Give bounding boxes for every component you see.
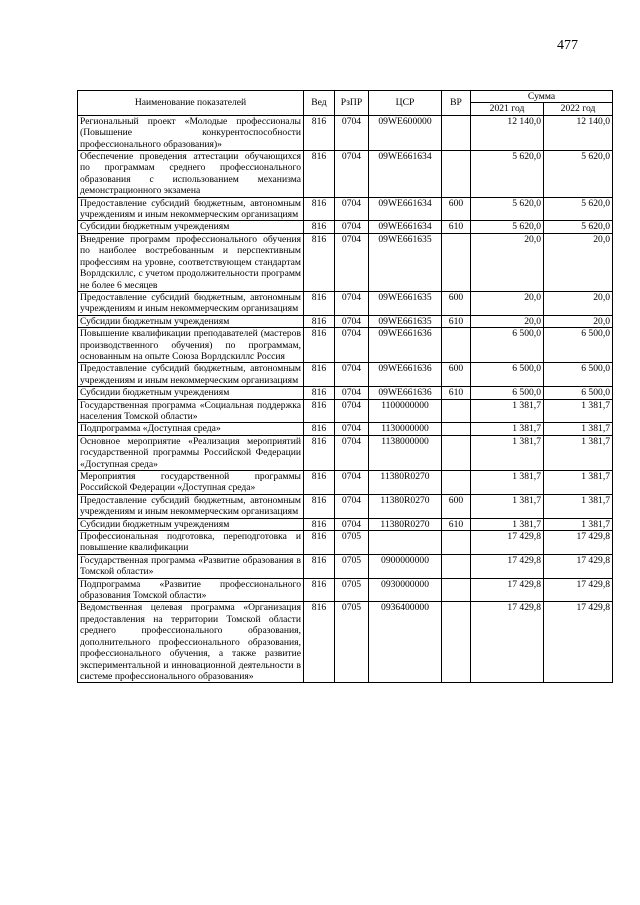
table-row <box>78 315 613 327</box>
cell-rzpr: 0704 <box>335 315 369 327</box>
cell-ved: 816 <box>304 233 335 291</box>
cell-name: Обеспечение проведения аттестации обучающихся по программам среднего профессионального образования с использованием механизма демонстрационного экзамена <box>78 151 304 198</box>
cell-sum-2022: 17 429,8 <box>544 531 613 555</box>
cell-vr <box>442 233 471 291</box>
cell-vr <box>442 151 471 198</box>
cell-rzpr: 0704 <box>335 151 369 198</box>
header-vr: ВР <box>442 91 471 116</box>
cell-sum-2021: 6 500,0 <box>471 387 544 399</box>
cell-rzpr: 0704 <box>335 233 369 291</box>
header-row <box>78 91 613 103</box>
cell-vr <box>442 554 471 578</box>
header-ved: Вед <box>304 91 335 116</box>
cell-csr: 0930000000 <box>369 578 442 602</box>
header-year-2021: 2021 год <box>471 103 544 115</box>
table-row <box>78 363 613 387</box>
cell-ved: 816 <box>304 554 335 578</box>
cell-sum-2021: 1 381,7 <box>471 399 544 423</box>
cell-csr: 1130000000 <box>369 423 442 435</box>
cell-vr <box>442 471 471 495</box>
cell-name: Субсидии бюджетным учреждениям <box>78 518 304 530</box>
cell-ved: 816 <box>304 291 335 315</box>
cell-sum-2021: 1 381,7 <box>471 494 544 518</box>
cell-ved: 816 <box>304 328 335 363</box>
cell-vr <box>442 423 471 435</box>
cell-csr: 11380R0270 <box>369 494 442 518</box>
cell-vr: 600 <box>442 363 471 387</box>
cell-sum-2021: 17 429,8 <box>471 531 544 555</box>
cell-rzpr: 0704 <box>335 328 369 363</box>
cell-sum-2022: 5 620,0 <box>544 221 613 233</box>
cell-name: Предоставление субсидий бюджетным, автономным учреждениям и иным некоммерческим организациям <box>78 291 304 315</box>
cell-sum-2022: 17 429,8 <box>544 578 613 602</box>
cell-csr: 11380R0270 <box>369 471 442 495</box>
cell-name: Внедрение программ профессионального обучения по наиболее востребованным и перспективным профессиям на уровне, соответствующем стандартам Ворлдскиллс, с учетом продолжительности программ не более 6 месяцев <box>78 233 304 291</box>
cell-rzpr: 0704 <box>335 423 369 435</box>
cell-ved: 816 <box>304 399 335 423</box>
cell-csr: 09WE661634 <box>369 151 442 198</box>
cell-csr: 0900000000 <box>369 554 442 578</box>
cell-ved: 816 <box>304 602 335 683</box>
cell-sum-2022: 5 620,0 <box>544 151 613 198</box>
cell-vr: 610 <box>442 315 471 327</box>
cell-name: Ведомственная целевая программа «Организация предоставления на территории Томской области среднего профессионального образования, дополнительного профессионального образования, профессионального обучения, а также развитие экспериментальной и инновационной деятельности в системе профессионального образования» <box>78 602 304 683</box>
cell-sum-2022: 20,0 <box>544 291 613 315</box>
cell-sum-2022: 6 500,0 <box>544 328 613 363</box>
cell-sum-2022: 1 381,7 <box>544 423 613 435</box>
cell-sum-2022: 1 381,7 <box>544 494 613 518</box>
cell-ved: 816 <box>304 315 335 327</box>
cell-vr <box>442 602 471 683</box>
table-row <box>78 435 613 470</box>
cell-sum-2021: 17 429,8 <box>471 578 544 602</box>
cell-name: Субсидии бюджетным учреждениям <box>78 221 304 233</box>
cell-csr: 1138000000 <box>369 435 442 470</box>
cell-sum-2021: 17 429,8 <box>471 602 544 683</box>
cell-csr: 09WE661635 <box>369 233 442 291</box>
cell-sum-2021: 20,0 <box>471 233 544 291</box>
table-row <box>78 531 613 555</box>
cell-csr: 09WE661634 <box>369 197 442 221</box>
cell-rzpr: 0704 <box>335 115 369 150</box>
cell-vr: 600 <box>442 291 471 315</box>
cell-sum-2022: 17 429,8 <box>544 602 613 683</box>
cell-rzpr: 0704 <box>335 494 369 518</box>
cell-ved: 816 <box>304 518 335 530</box>
cell-name: Государственная программа «Социальная поддержка населения Томской области» <box>78 399 304 423</box>
header-name: Наименование показателей <box>78 91 304 116</box>
cell-name: Повышение квалификации преподавателей (мастеров производственного обучения) по программам, основанным на опыте Союза Ворлдскиллс Россия <box>78 328 304 363</box>
table-row <box>78 578 613 602</box>
cell-vr: 600 <box>442 494 471 518</box>
cell-vr: 610 <box>442 387 471 399</box>
cell-sum-2022: 12 140,0 <box>544 115 613 150</box>
cell-sum-2021: 12 140,0 <box>471 115 544 150</box>
cell-csr: 09WE661636 <box>369 363 442 387</box>
cell-vr <box>442 578 471 602</box>
cell-sum-2021: 5 620,0 <box>471 197 544 221</box>
cell-ved: 816 <box>304 578 335 602</box>
cell-name: Субсидии бюджетным учреждениям <box>78 315 304 327</box>
cell-name: Субсидии бюджетным учреждениям <box>78 387 304 399</box>
cell-vr <box>442 328 471 363</box>
header-rzpr: РзПР <box>335 91 369 116</box>
cell-sum-2022: 6 500,0 <box>544 387 613 399</box>
cell-sum-2021: 5 620,0 <box>471 151 544 198</box>
cell-rzpr: 0704 <box>335 518 369 530</box>
cell-sum-2021: 20,0 <box>471 291 544 315</box>
table-row <box>78 387 613 399</box>
table-row <box>78 151 613 198</box>
cell-rzpr: 0705 <box>335 531 369 555</box>
cell-sum-2021: 6 500,0 <box>471 328 544 363</box>
cell-rzpr: 0705 <box>335 602 369 683</box>
cell-ved: 816 <box>304 115 335 150</box>
cell-name: Предоставление субсидий бюджетным, автономным учреждениям и иным некоммерческим организациям <box>78 363 304 387</box>
cell-ved: 816 <box>304 435 335 470</box>
cell-csr: 09WE661635 <box>369 291 442 315</box>
cell-ved: 816 <box>304 494 335 518</box>
cell-name: Мероприятия государственной программы Российской Федерации «Доступная среда» <box>78 471 304 495</box>
cell-sum-2022: 6 500,0 <box>544 363 613 387</box>
cell-vr <box>442 435 471 470</box>
table-row <box>78 494 613 518</box>
header-sum: Сумма <box>471 91 613 103</box>
cell-sum-2021: 17 429,8 <box>471 554 544 578</box>
cell-vr <box>442 115 471 150</box>
cell-rzpr: 0704 <box>335 363 369 387</box>
cell-ved: 816 <box>304 221 335 233</box>
cell-sum-2022: 1 381,7 <box>544 435 613 470</box>
cell-vr <box>442 531 471 555</box>
cell-ved: 816 <box>304 363 335 387</box>
cell-ved: 816 <box>304 531 335 555</box>
cell-rzpr: 0705 <box>335 554 369 578</box>
cell-rzpr: 0704 <box>335 221 369 233</box>
cell-name: Предоставление субсидий бюджетным, автономным учреждениям и иным некоммерческим организациям <box>78 494 304 518</box>
table-row <box>78 115 613 150</box>
cell-rzpr: 0704 <box>335 197 369 221</box>
table-body <box>78 115 613 683</box>
table-row <box>78 423 613 435</box>
cell-sum-2021: 1 381,7 <box>471 518 544 530</box>
cell-sum-2022: 1 381,7 <box>544 399 613 423</box>
cell-name: Профессиональная подготовка, переподготовка и повышение квалификации <box>78 531 304 555</box>
cell-csr: 09WE600000 <box>369 115 442 150</box>
cell-name: Региональный проект «Молодые профессионалы (Повышение конкурентоспособности профессионального образования)» <box>78 115 304 150</box>
cell-sum-2022: 20,0 <box>544 315 613 327</box>
cell-sum-2022: 5 620,0 <box>544 197 613 221</box>
cell-sum-2021: 5 620,0 <box>471 221 544 233</box>
table-row <box>78 291 613 315</box>
cell-ved: 816 <box>304 197 335 221</box>
cell-csr: 09WE661634 <box>369 221 442 233</box>
cell-csr: 0936400000 <box>369 602 442 683</box>
cell-sum-2021: 20,0 <box>471 315 544 327</box>
table-row <box>78 471 613 495</box>
cell-ved: 816 <box>304 151 335 198</box>
cell-csr: 09WE661636 <box>369 328 442 363</box>
table-row <box>78 233 613 291</box>
cell-name: Основное мероприятие «Реализация мероприятий государственной программы Российской Федерации «Доступная среда» <box>78 435 304 470</box>
table-row <box>78 399 613 423</box>
cell-sum-2021: 1 381,7 <box>471 435 544 470</box>
cell-sum-2022: 17 429,8 <box>544 554 613 578</box>
cell-rzpr: 0704 <box>335 399 369 423</box>
page-number: 477 <box>557 38 578 53</box>
cell-rzpr: 0704 <box>335 387 369 399</box>
cell-name: Подпрограмма «Развитие профессионального образования Томской области» <box>78 578 304 602</box>
table-row <box>78 328 613 363</box>
cell-ved: 816 <box>304 423 335 435</box>
cell-sum-2021: 6 500,0 <box>471 363 544 387</box>
cell-ved: 816 <box>304 471 335 495</box>
table-row <box>78 221 613 233</box>
cell-rzpr: 0704 <box>335 291 369 315</box>
cell-vr: 610 <box>442 518 471 530</box>
cell-vr: 610 <box>442 221 471 233</box>
cell-csr: 11380R0270 <box>369 518 442 530</box>
cell-csr: 1100000000 <box>369 399 442 423</box>
cell-rzpr: 0704 <box>335 435 369 470</box>
table-row <box>78 197 613 221</box>
cell-name: Государственная программа «Развитие образования в Томской области» <box>78 554 304 578</box>
table-row <box>78 518 613 530</box>
cell-vr: 600 <box>442 197 471 221</box>
cell-sum-2022: 1 381,7 <box>544 471 613 495</box>
cell-csr: 09WE661635 <box>369 315 442 327</box>
table-row <box>78 602 613 683</box>
cell-csr <box>369 531 442 555</box>
cell-sum-2022: 1 381,7 <box>544 518 613 530</box>
cell-ved: 816 <box>304 387 335 399</box>
cell-sum-2021: 1 381,7 <box>471 423 544 435</box>
cell-sum-2022: 20,0 <box>544 233 613 291</box>
cell-sum-2021: 1 381,7 <box>471 471 544 495</box>
table-row <box>78 554 613 578</box>
cell-name: Предоставление субсидий бюджетным, автономным учреждениям и иным некоммерческим организациям <box>78 197 304 221</box>
header-year-2022: 2022 год <box>544 103 613 115</box>
cell-rzpr: 0704 <box>335 471 369 495</box>
header-csr: ЦСР <box>369 91 442 116</box>
cell-csr: 09WE661636 <box>369 387 442 399</box>
cell-name: Подпрограмма «Доступная среда» <box>78 423 304 435</box>
budget-table <box>77 90 613 683</box>
cell-rzpr: 0705 <box>335 578 369 602</box>
cell-vr <box>442 399 471 423</box>
